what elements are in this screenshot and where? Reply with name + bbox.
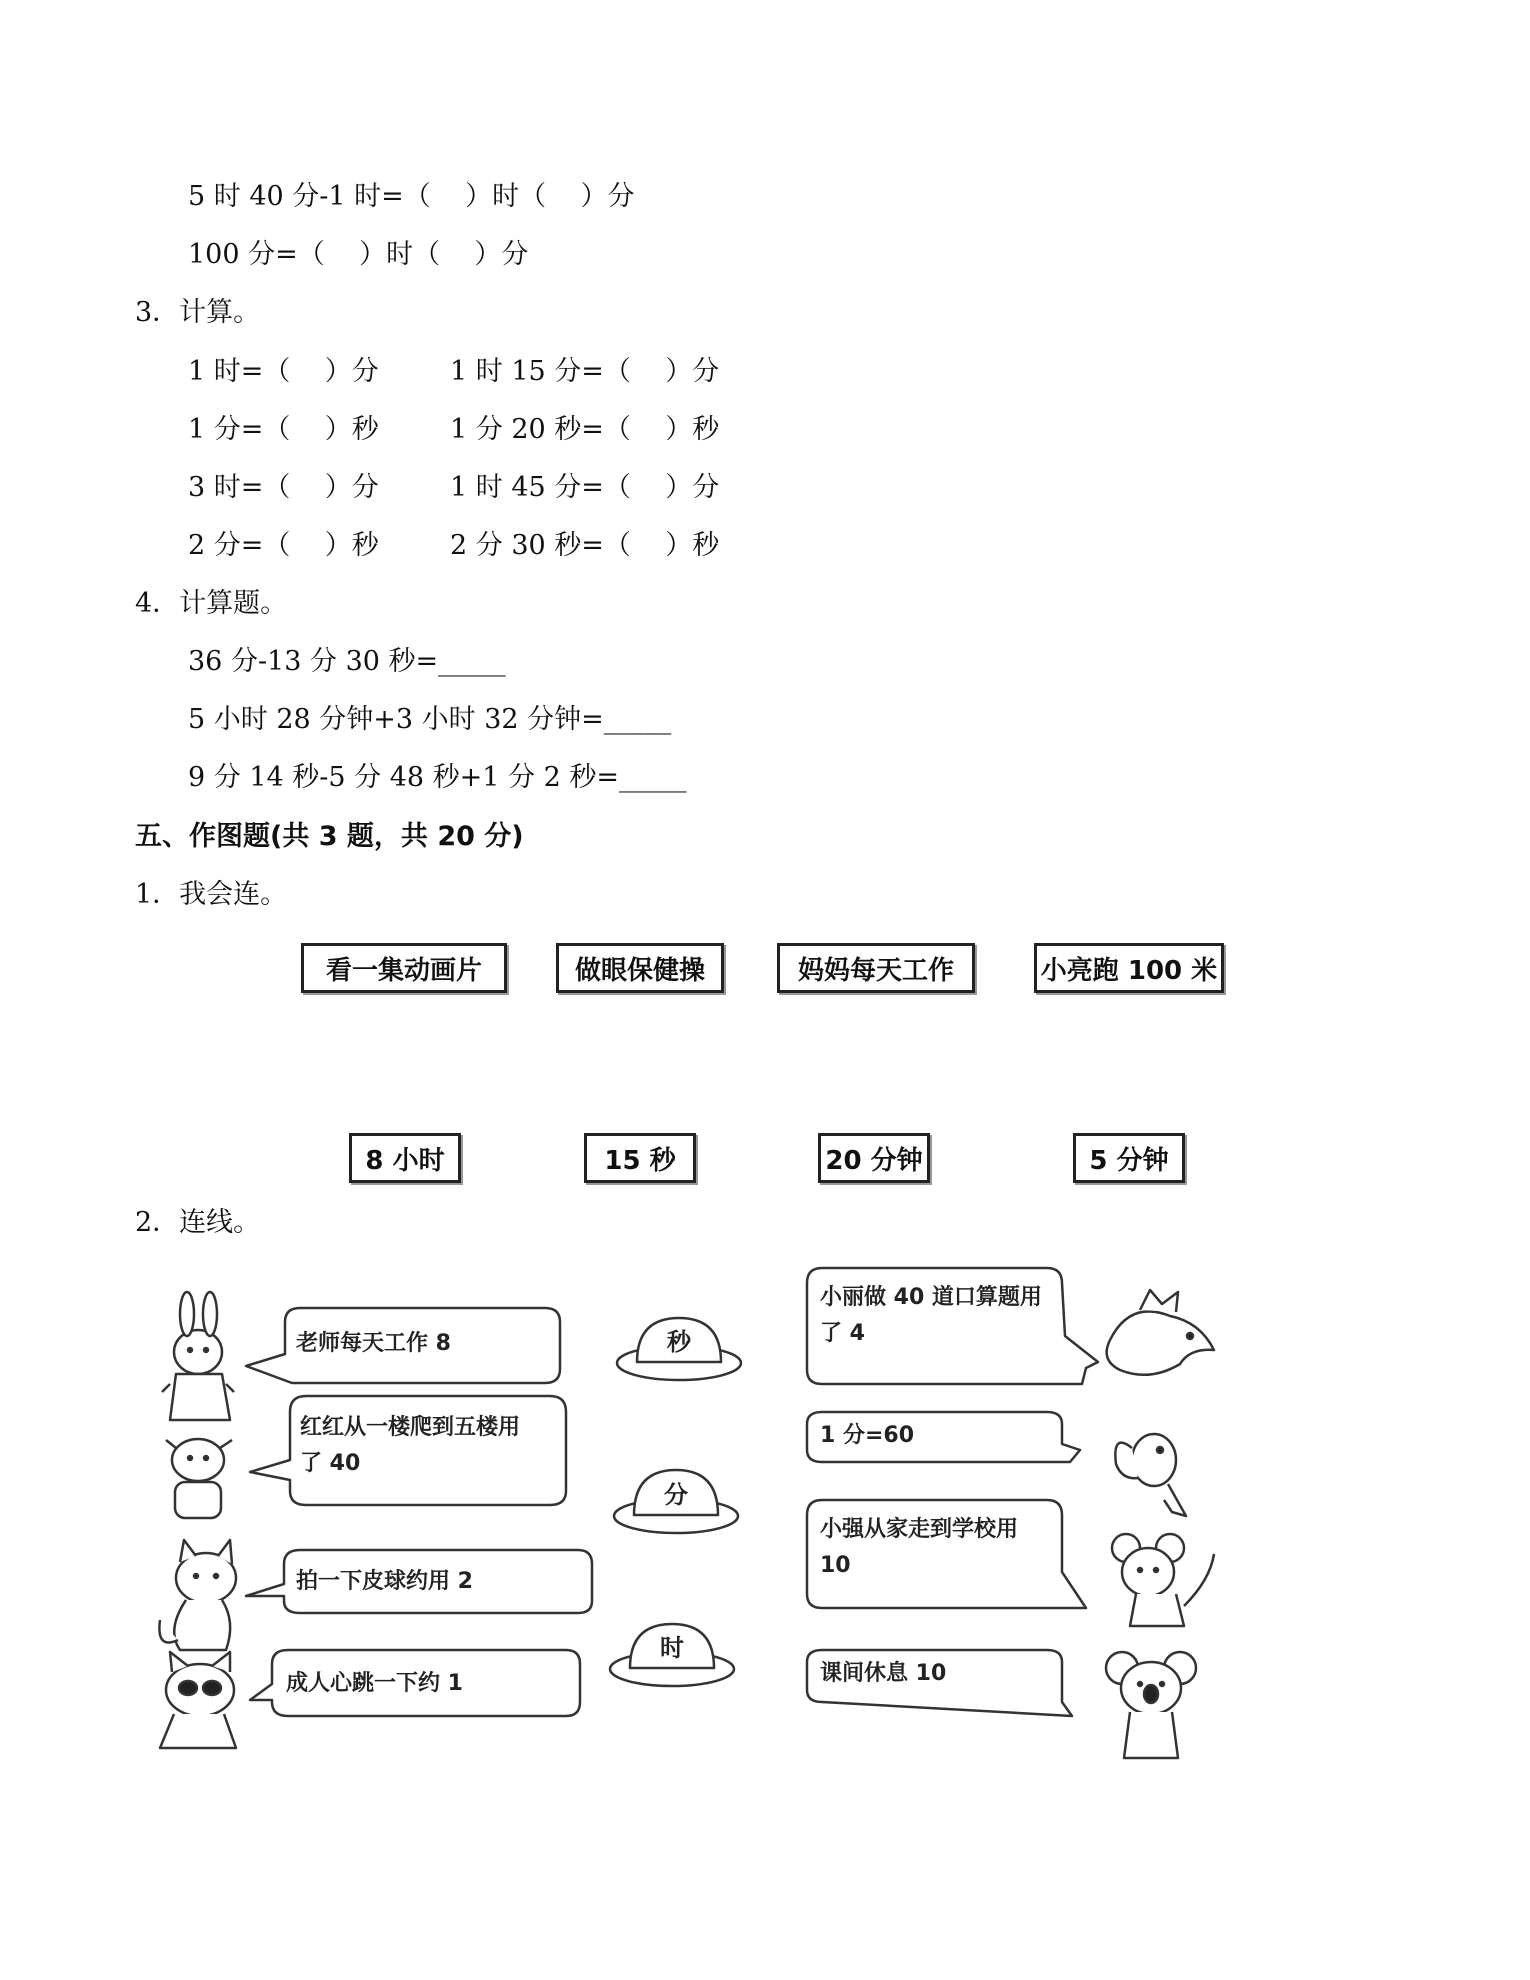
raccoon-icon xyxy=(160,1652,236,1748)
bubble-line: 10 xyxy=(820,1553,851,1578)
bubble-text-xiaoli xyxy=(820,1280,1042,1352)
bubble-line: 红红从一楼爬到五楼用 xyxy=(300,1415,521,1440)
equation-line-1: 5 时 40 分-1 时=（ ）时（ ）分 xyxy=(188,181,635,212)
equation-line-2: 100 分=（ ）时（ ）分 xyxy=(188,239,529,270)
bubble-line: 小丽做 40 道口算题用 xyxy=(820,1285,1042,1310)
q3-left-1: 1 时=（ ）分 xyxy=(188,356,379,387)
q4-line-3: 9 分 14 秒-5 分 48 秒+1 分 2 秒=_____ xyxy=(188,762,687,793)
q4-line-1: 36 分-13 分 30 秒=_____ xyxy=(188,646,506,677)
q3-right-3: 1 时 45 分=（ ）分 xyxy=(450,472,720,503)
q3-left-4: 2 分=（ ）秒 xyxy=(188,530,379,561)
bubble-line: 成人心跳一下约 1 xyxy=(286,1671,463,1696)
p2-title: 2．连线。 xyxy=(135,1207,261,1238)
q3-right-4: 2 分 30 秒=（ ）秒 xyxy=(450,530,720,561)
q3-right-1: 1 时 15 分=（ ）分 xyxy=(450,356,720,387)
bubble-text-xiaoqiang xyxy=(820,1512,1018,1584)
match-box-20-minutes[interactable]: 20 分钟 xyxy=(818,1133,930,1183)
bubble-line: 拍一下皮球约用 2 xyxy=(296,1569,473,1594)
bubble-text-minute xyxy=(820,1418,914,1454)
q3-left-3: 3 时=（ ）分 xyxy=(188,472,379,503)
hat-label-minutes: 分 xyxy=(664,1481,688,1509)
match-box-5-minutes[interactable]: 5 分钟 xyxy=(1073,1133,1185,1183)
section-title: 五、作图题(共 3 题，共 20 分) xyxy=(135,821,524,852)
cat-icon xyxy=(159,1540,236,1650)
koala-icon xyxy=(1106,1652,1196,1758)
cow-icon xyxy=(166,1439,232,1518)
match-box-eye-exercise[interactable]: 做眼保健操 xyxy=(556,943,724,993)
q3-left-2: 1 分=（ ）秒 xyxy=(188,414,379,445)
q4-title: 4．计算题。 xyxy=(135,588,288,619)
bird-icon xyxy=(1107,1290,1214,1375)
q3-title: 3．计算。 xyxy=(135,297,261,328)
mouse-icon xyxy=(1112,1534,1214,1626)
match-box-15-seconds[interactable]: 15 秒 xyxy=(584,1133,696,1183)
rabbit-icon xyxy=(162,1292,234,1420)
match-box-8-hours[interactable]: 8 小时 xyxy=(349,1133,461,1183)
q4-line-2: 5 小时 28 分钟+3 小时 32 分钟=_____ xyxy=(188,704,672,735)
bubble-text-ball xyxy=(296,1564,473,1600)
hat-label-hours: 时 xyxy=(660,1634,684,1662)
bubble-line: 课间休息 10 xyxy=(820,1661,947,1686)
hat-label-seconds: 秒 xyxy=(667,1328,691,1356)
bubble-line: 了 4 xyxy=(820,1321,865,1346)
bubble-line: 1 分=60 xyxy=(820,1423,915,1448)
p1-title: 1．我会连。 xyxy=(135,879,288,910)
parrot-icon xyxy=(1115,1434,1186,1516)
bubble-line: 了 40 xyxy=(300,1451,361,1476)
bubble-line: 小强从家走到学校用 xyxy=(820,1517,1019,1542)
bubble-text-teacher xyxy=(296,1326,451,1362)
match-box-cartoon[interactable]: 看一集动画片 xyxy=(301,943,507,993)
match-box-run-100m[interactable]: 小亮跑 100 米 xyxy=(1034,943,1224,993)
match-box-mom-work[interactable]: 妈妈每天工作 xyxy=(777,943,975,993)
bubble-text-honghong xyxy=(300,1410,520,1482)
q3-right-2: 1 分 20 秒=（ ）秒 xyxy=(450,414,720,445)
bubble-line: 老师每天工作 8 xyxy=(296,1331,451,1356)
bubble-text-break xyxy=(820,1656,946,1692)
bubble-text-heartbeat xyxy=(286,1666,463,1702)
